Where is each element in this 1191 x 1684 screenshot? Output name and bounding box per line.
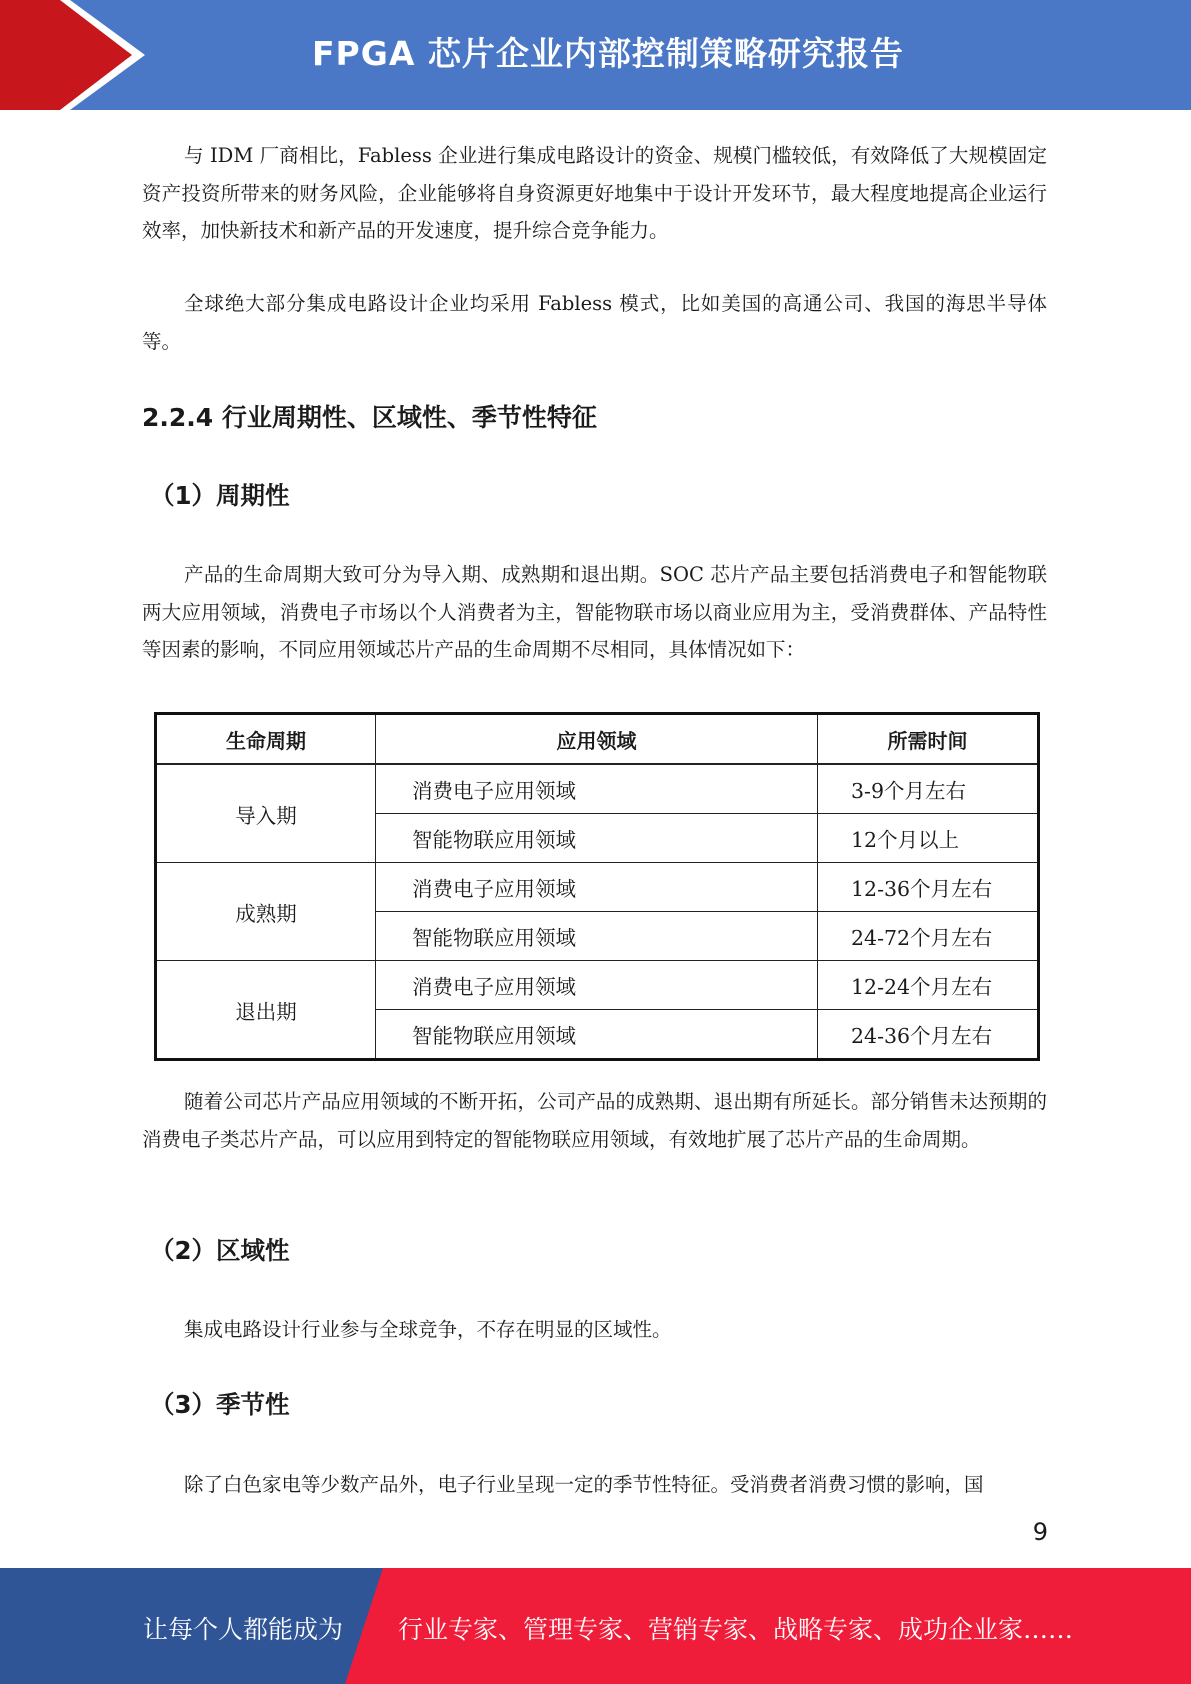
subheading-seasonality: （3）季节性: [150, 1390, 290, 1419]
domain-cell: 消费电子应用领域: [376, 764, 818, 814]
lifecycle-table: [154, 712, 1040, 1061]
table-row: [156, 764, 1039, 814]
subheading-cyclicality: （1）周期性: [150, 481, 290, 510]
section-heading: 2.2.4 行业周期性、区域性、季节性特征: [142, 403, 597, 432]
time-cell: 12-36个月左右: [818, 863, 1039, 912]
footer-slogan-left: 让每个人都能成为: [143, 1615, 344, 1644]
paragraph-fabless-advantage: 与 IDM 厂商相比，Fabless 企业进行集成电路设计的资金、规模门槛较低，有效降低了大规模固定资产投资所带来的财务风险，企业能够将自身资源更好地集中于设计开发环节，最大程度地提高企业运行效率，加快新技术和新产品的开发速度，提升综合竞争能力。: [142, 144, 1047, 242]
table-row: [156, 863, 1039, 912]
chevron-arrow-icon: [0, 0, 160, 110]
domain-cell: 消费电子应用领域: [376, 961, 818, 1010]
table-row: [156, 961, 1039, 1010]
footer-band: [0, 1568, 1191, 1684]
time-cell: 24-36个月左右: [818, 1010, 1039, 1060]
table-header-row: [156, 714, 1039, 765]
paragraph-lifecycle-extension: 随着公司芯片产品应用领域的不断开拓，公司产品的成熟期、退出期有所延长。部分销售未达预期的消费电子类芯片产品，可以应用到特定的智能物联应用领域，有效地扩展了芯片产品的生命周期。: [142, 1090, 1047, 1151]
time-cell: 12-24个月左右: [818, 961, 1039, 1010]
phase-cell: 导入期: [156, 764, 376, 863]
domain-cell: 智能物联应用领域: [376, 912, 818, 961]
column-header-domain: 应用领域: [376, 714, 818, 765]
footer-slogan-right: 行业专家、管理专家、营销专家、战略专家、成功企业家……: [398, 1615, 1074, 1644]
report-title: FPGA 芯片企业内部控制策略研究报告: [312, 34, 904, 73]
domain-cell: 消费电子应用领域: [376, 863, 818, 912]
time-cell: 24-72个月左右: [818, 912, 1039, 961]
header-band: [0, 0, 1191, 110]
paragraph-regionality: 集成电路设计行业参与全球竞争，不存在明显的区域性。: [184, 1318, 672, 1341]
time-cell: 3-9个月左右: [818, 764, 1039, 814]
domain-cell: 智能物联应用领域: [376, 814, 818, 863]
paragraph-seasonality: 除了白色家电等少数产品外，电子行业呈现一定的季节性特征。受消费者消费习惯的影响，国: [184, 1473, 984, 1496]
paragraph-fabless-model: 全球绝大部分集成电路设计企业均采用 Fabless 模式，比如美国的高通公司、我国的海思半导体等。: [142, 292, 1047, 353]
phase-cell: 成熟期: [156, 863, 376, 961]
subheading-regionality: （2）区域性: [150, 1236, 290, 1265]
phase-cell: 退出期: [156, 961, 376, 1060]
domain-cell: 智能物联应用领域: [376, 1010, 818, 1060]
time-cell: 12个月以上: [818, 814, 1039, 863]
column-header-time: 所需时间: [818, 714, 1039, 765]
page-number: 9: [1032, 1518, 1048, 1546]
column-header-phase: 生命周期: [156, 714, 376, 765]
paragraph-lifecycle: 产品的生命周期大致可分为导入期、成熟期和退出期。SOC 芯片产品主要包括消费电子和智能物联两大应用领域，消费电子市场以个人消费者为主，智能物联市场以商业应用为主，受消费群体、产品特性等因素的影响，不同应用领域芯片产品的生命周期不尽相同，具体情况如下：: [142, 563, 1047, 661]
